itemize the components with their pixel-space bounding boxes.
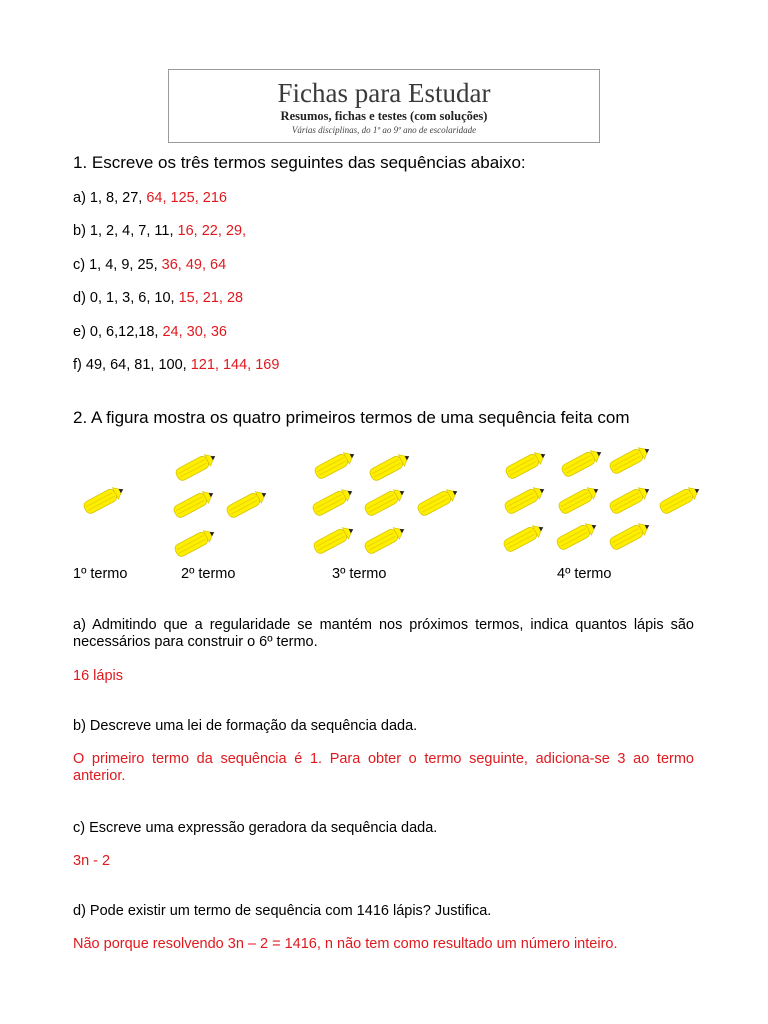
q2b-answer: O primeiro termo da sequência é 1. Para obter o termo seguinte, adiciona-se 3 ao termo anterior. (73, 751, 694, 784)
pencil-icon (363, 485, 407, 517)
q1-item-answer: 64, 125, 216 (146, 190, 227, 206)
pencil-icon (363, 523, 407, 555)
term-label-4: 4º termo (557, 566, 612, 582)
q1-item-given: d) 0, 1, 3, 6, 10, (73, 290, 179, 306)
q1-item-given: b) 1, 2, 4, 7, 11, (73, 223, 178, 239)
q1-heading: 1. Escreve os três termos seguintes das sequências abaixo: (73, 153, 526, 172)
pencil-icon (504, 448, 548, 480)
term-label-3: 3º termo (332, 566, 387, 582)
q1-item-a (73, 189, 227, 207)
q1-item-d (73, 289, 243, 307)
pencil-icon (608, 483, 652, 515)
pencil-icon (557, 483, 601, 515)
q1-item-answer: 24, 30, 36 (162, 324, 227, 340)
pencil-icon (312, 523, 356, 555)
pencil-icon (658, 483, 702, 515)
q2a-answer: 16 lápis (73, 668, 123, 684)
pencil-icon (560, 446, 604, 478)
header-tagline: Várias disciplinas, do 1º ao 9º ano de escolaridade (291, 125, 477, 135)
q2c-question: c) Escreve uma expressão geradora da sequência dada. (73, 820, 438, 836)
q1-item-given: a) 1, 8, 27, (73, 190, 147, 206)
q2d-answer: Não porque resolvendo 3n – 2 = 1416, n não tem como resultado um número inteiro. (73, 936, 618, 952)
pencil-icon (173, 526, 217, 558)
pencil-icon (174, 450, 218, 482)
q1-item-answer: 15, 21, 28 (178, 290, 244, 306)
q2b-question: b) Descreve uma lei de formação da sequência dada. (73, 718, 418, 734)
q1-item-answer: 36, 49, 64 (161, 257, 227, 273)
pencil-icon (503, 483, 547, 515)
pencil-icon (172, 487, 216, 519)
header-box (168, 69, 600, 143)
pencil-icon (313, 448, 357, 480)
pencil-icon (82, 483, 126, 515)
q2c-answer: 3n - 2 (73, 853, 111, 869)
q1-item-f (73, 356, 279, 374)
q1-item-answer: 16, 22, 29, (177, 223, 247, 239)
term-label-1: 1º termo (73, 566, 128, 582)
pencil-icon (225, 487, 269, 519)
pencil-icon (608, 443, 652, 475)
q1-item-given: c) 1, 4, 9, 25, (73, 257, 162, 273)
q2a-question: a) Admitindo que a regularidade se mantém nos próximos termos, indica quantos lápis são necessários para construir o 6º termo. (73, 617, 694, 650)
q2-heading: 2. A figura mostra os quatro primeiros termos de uma sequência feita com (73, 408, 630, 427)
q2d-question: d) Pode existir um termo de sequência com 1416 lápis? Justifica. (73, 903, 492, 919)
header-title: Fichas para Estudar (277, 78, 491, 108)
pencil-icon (416, 485, 460, 517)
q1-item-b (73, 222, 246, 240)
q1-item-e (73, 323, 227, 341)
pencil-icon (368, 450, 412, 482)
q1-item-given: f) 49, 64, 81, 100, (73, 357, 191, 373)
header-subtitle: Resumos, fichas e testes (com soluções) (280, 109, 488, 123)
pencil-icon (555, 519, 599, 551)
pencil-icon (608, 519, 652, 551)
q1-item-c (73, 256, 226, 274)
pencil-icon (502, 521, 546, 553)
pencil-figure (0, 430, 768, 565)
q1-item-answer: 121, 144, 169 (190, 357, 280, 373)
q1-item-given: e) 0, 6,12,18, (73, 324, 163, 340)
term-label-2: 2º termo (181, 566, 236, 582)
pencil-icon (311, 485, 355, 517)
